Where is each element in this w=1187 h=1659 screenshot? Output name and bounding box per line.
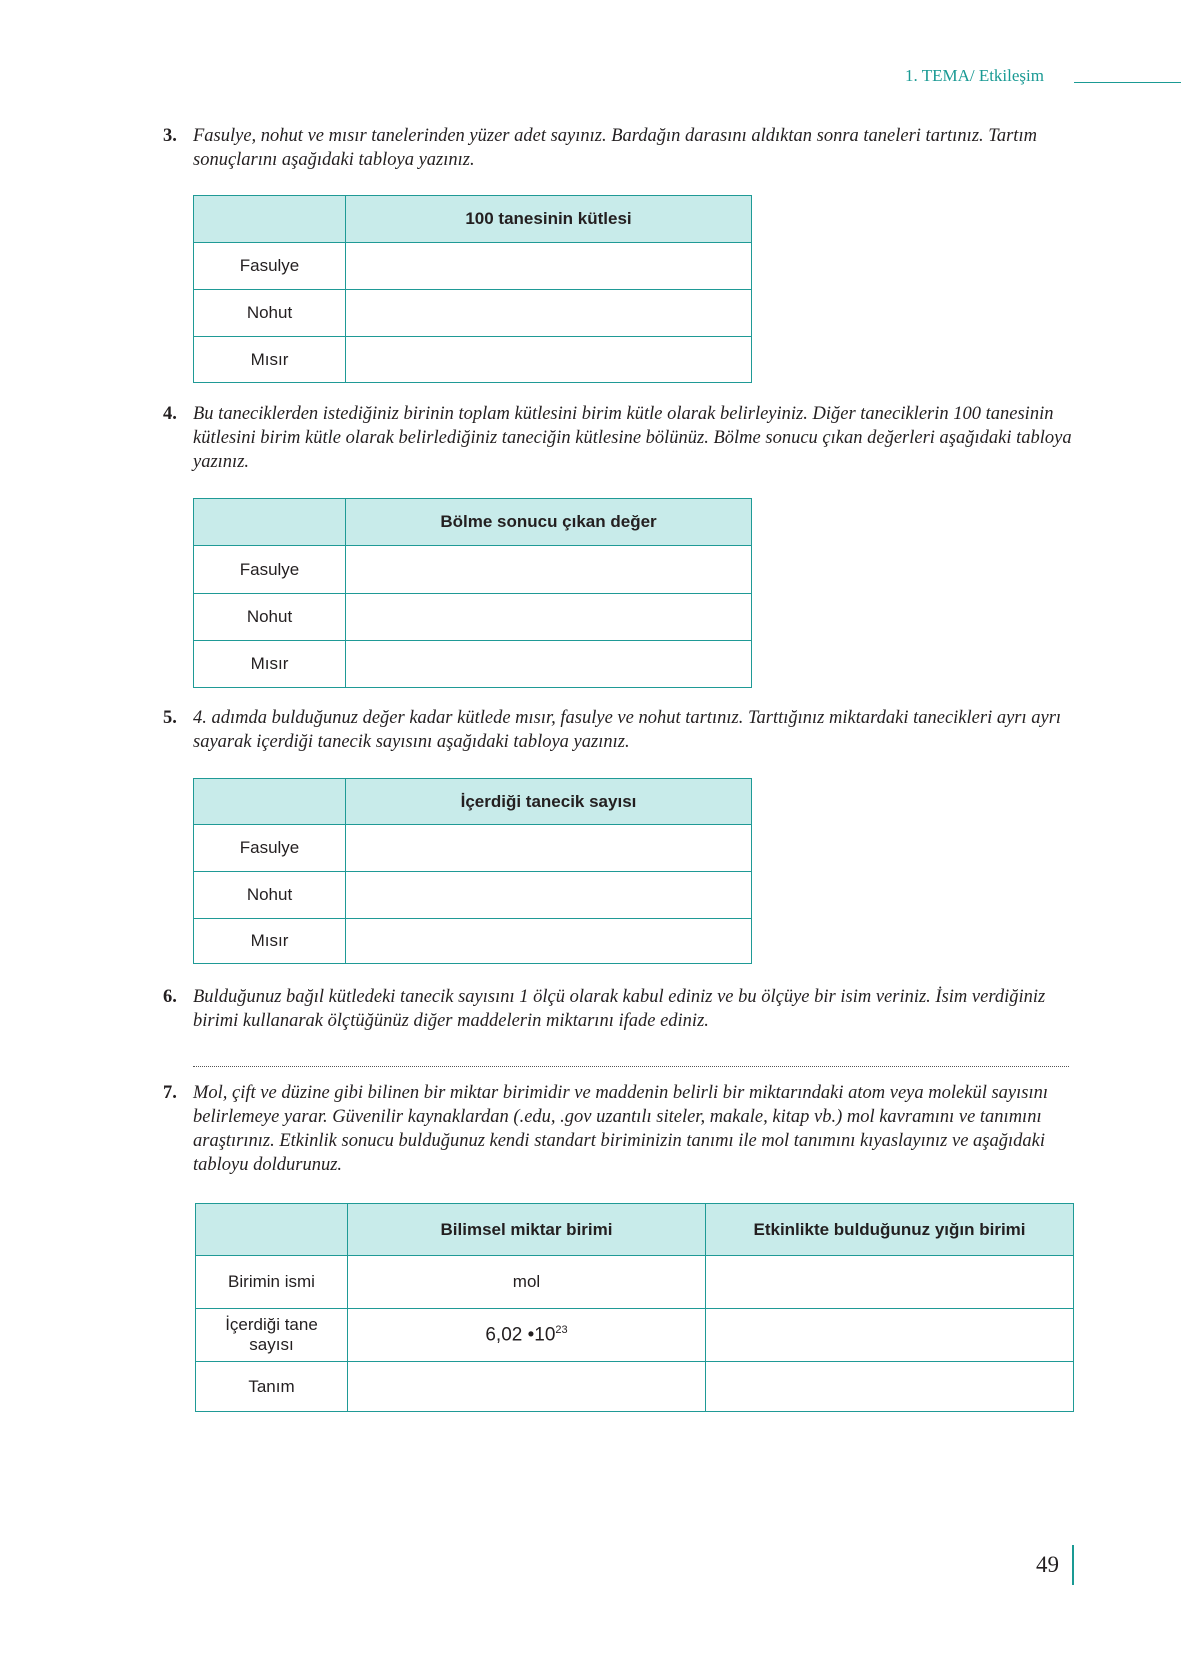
particle-count-value (348, 1309, 706, 1362)
row-label: Fasulye (194, 546, 346, 594)
question-text: 4. adımda bulduğunuz değer kadar kütlede mısır, fasulye ve nohut tartınız. Tarttığınız miktardaki tanecikleri ayrı ayrı sayarak içerdiği tanecik sayısını aşağıdaki tabloya yazınız. (193, 708, 1062, 752)
header-empty-cell (196, 1204, 348, 1256)
table-q3 (193, 195, 752, 383)
row-label: Mısır (194, 919, 346, 964)
page-header: 1. TEMA/ Etkileşim (905, 66, 1044, 85)
column-header: İçerdiği tanecik sayısı (346, 779, 752, 825)
answer-cell[interactable] (346, 641, 752, 688)
answer-cell[interactable] (346, 546, 752, 594)
question-5 (163, 706, 1073, 754)
answer-cell[interactable] (346, 919, 752, 964)
question-4 (163, 402, 1073, 474)
answer-cell[interactable] (348, 1362, 706, 1412)
page-number-rule (1072, 1545, 1074, 1585)
question-number: 7. (163, 1083, 177, 1103)
row-label: Birimin ismi (196, 1256, 348, 1309)
answer-cell[interactable] (706, 1256, 1074, 1309)
question-number: 3. (163, 126, 177, 146)
page-number: 49 (1036, 1552, 1059, 1577)
question-6 (163, 985, 1073, 1033)
value-exponent: 23 (555, 1323, 568, 1336)
question-7 (163, 1081, 1073, 1177)
question-3 (163, 124, 1073, 172)
question-text: Bulduğunuz bağıl kütledeki tanecik sayısını 1 ölçü olarak kabul ediniz ve bu ölçüye bir isim veriniz. İsim verdiğiniz birimi kullanarak ölçtüğünüz diğer maddelerin miktarını ifade ediniz. (193, 987, 1046, 1031)
header-rule (1074, 82, 1181, 83)
answer-cell[interactable] (346, 243, 752, 290)
table-q5 (193, 778, 752, 964)
table-q7 (195, 1203, 1074, 1412)
row-label: Nohut (194, 872, 346, 919)
answer-cell[interactable] (346, 594, 752, 641)
header-empty-cell (194, 499, 346, 546)
answer-cell[interactable] (346, 825, 752, 872)
answer-cell[interactable] (346, 872, 752, 919)
row-label: Tanım (196, 1362, 348, 1412)
question-number: 6. (163, 987, 177, 1007)
row-label: Fasulye (194, 825, 346, 872)
value-base: 6,02 •10 (485, 1324, 556, 1346)
row-label-line: sayısı (249, 1335, 294, 1354)
question-text: Bu taneciklerden istediğiniz birinin toplam kütlesini birim kütle olarak belirleyiniz. Diğer taneciklerin 100 tanesinin kütlesini birim kütle olarak belirlediğiniz taneciğin kütlesine bölünüz. Bölme sonucu çıkan değerleri aşağıdaki tabloya yazınız. (193, 404, 1072, 472)
header-empty-cell (194, 196, 346, 243)
row-label: Nohut (194, 594, 346, 641)
answer-cell[interactable] (706, 1309, 1074, 1362)
header-empty-cell (194, 779, 346, 825)
column-header-activity-unit: Etkinlikte bulduğunuz yığın birimi (706, 1204, 1074, 1256)
answer-cell[interactable] (706, 1362, 1074, 1412)
answer-cell[interactable] (346, 337, 752, 383)
row-label: Fasulye (194, 243, 346, 290)
question-number: 4. (163, 404, 177, 424)
table-q4 (193, 498, 752, 688)
column-header: 100 tanesinin kütlesi (346, 196, 752, 243)
answer-dotted-line[interactable] (193, 1066, 1069, 1067)
row-label: Nohut (194, 290, 346, 337)
question-number: 5. (163, 708, 177, 728)
unit-name-value: mol (348, 1256, 706, 1309)
answer-cell[interactable] (346, 290, 752, 337)
column-header-scientific-unit: Bilimsel miktar birimi (348, 1204, 706, 1256)
question-text: Fasulye, nohut ve mısır tanelerinden yüzer adet sayınız. Bardağın darasını aldıktan sonra taneleri tartınız. Tartım sonuçlarını aşağıdaki tabloya yazınız. (193, 126, 1037, 170)
row-label: Mısır (194, 641, 346, 688)
question-text: Mol, çift ve düzine gibi bilinen bir miktar birimidir ve maddenin belirli bir miktarındaki atom veya molekül sayısını belirlemeye yarar. Güvenilir kaynaklardan (.edu, .gov uzantılı siteler, makale, kitap vb.) mol kavramını ve tanımını araştırınız. Etkinlik sonucu bulduğunuz kendi standart biriminizin tanımı ile mol tanımını kıyaslayınız ve aşağıdaki tabloyu doldurunuz. (193, 1083, 1048, 1175)
row-label: Mısır (194, 337, 346, 383)
row-label (196, 1309, 348, 1362)
row-label-line: İçerdiği tane (225, 1315, 318, 1334)
column-header: Bölme sonucu çıkan değer (346, 499, 752, 546)
